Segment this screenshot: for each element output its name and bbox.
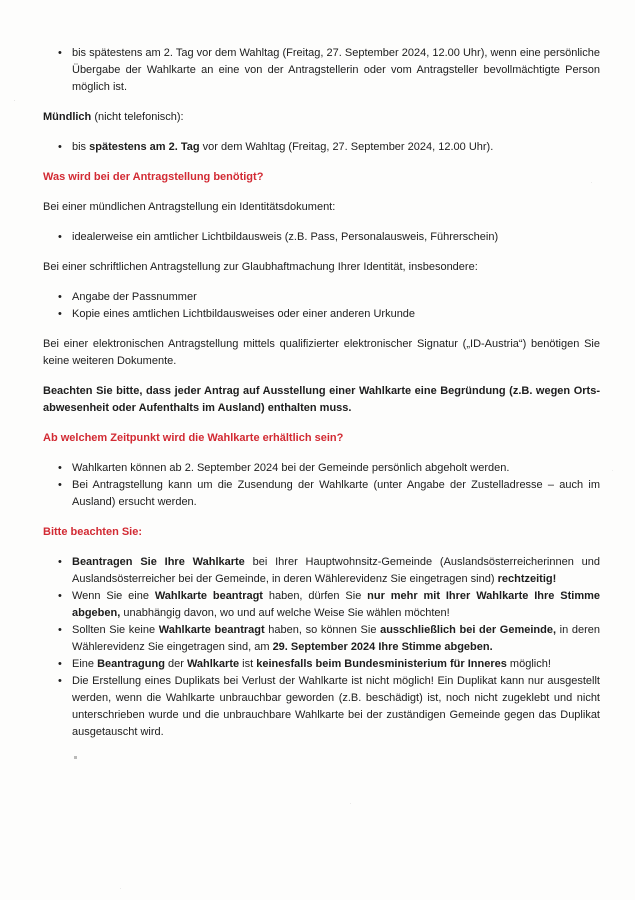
text-run: Sollten Sie keine bbox=[72, 624, 159, 636]
text-run: bis bbox=[72, 141, 90, 153]
text-run: Die Erstellung eines Duplikats bei Verlust der Wahlkarte ist nicht möglich! Ein Duplikat kann nur ausgestellt werden, wenn die Wahlkarte unbrauchbar geworden (z.B. beschädigt) ist, noch nicht zugeklebt und nicht unterschrieben wurde und die unbrauchbare Wahlkarte bei der zuständigen Gemeinde gegen das Duplikat ausgetauscht wird. bbox=[72, 675, 600, 738]
paragraph bbox=[43, 259, 600, 276]
bullet-list bbox=[43, 139, 600, 156]
bullet-item bbox=[43, 45, 600, 96]
text-run: Kopie eines amtlichen Lichtbildausweises oder einer anderen Urkunde bbox=[72, 308, 416, 320]
bullet-list bbox=[43, 45, 600, 96]
bullet-list bbox=[43, 460, 600, 511]
text-run: in deren Wählerevidenz Sie eingetragen sind, am bbox=[72, 624, 601, 653]
paragraph bbox=[43, 336, 600, 370]
bold-text-run: ausschließlich bei der Gemeinde, bbox=[380, 624, 557, 636]
text-run: (nicht telefonisch): bbox=[91, 111, 184, 123]
text-run: bis spätestens am 2. Tag vor dem Wahltag (Freitag, 27. September 2024, 12.00 Uhr), wenn eine persönliche Übergabe der Wahlkarte an eine von der Antragstellerin oder vom Antragsteller bevollmächtigte Person möglich ist. bbox=[72, 47, 600, 93]
text-run: vor dem Wahltag (Freitag, 27. September 2024, 12.00 Uhr). bbox=[199, 141, 494, 153]
text-run: Wahlkarten können ab 2. September 2024 bei der Gemeinde persönlich abgeholt werden. bbox=[72, 462, 510, 474]
bullet-item bbox=[43, 554, 600, 588]
bullet-item bbox=[43, 289, 600, 306]
text-run: bei Ihrer Hauptwohnsitz-Gemeinde (Auslandsösterreicherinnen und Auslandsösterreicher bei der Gemeinde, in deren Wählerevidenz Sie eingetragen sind) bbox=[72, 556, 600, 585]
text-run: der bbox=[164, 658, 187, 670]
text-run: Bei einer schriftlichen Antragstellung zur Glaubhaftmachung Ihrer Identität, insbesondere: bbox=[43, 261, 478, 273]
bullet-list bbox=[43, 229, 600, 246]
bold-text-run: 29. September 2024 Ihre Stimme abgeben. bbox=[272, 641, 493, 653]
bold-text-run: nur mehr mit Ihrer Wahlkarte Ihre Stimme abgeben, bbox=[72, 590, 600, 619]
text-run: möglich! bbox=[506, 658, 551, 670]
section-heading: Was wird bei der Antragstellung benötigt? bbox=[43, 171, 264, 183]
bold-text-run: Beantragen Sie Ihre Wahlkarte bbox=[72, 556, 245, 568]
bold-text-run: Wahlkarte beantragt bbox=[154, 590, 263, 602]
bullet-item bbox=[43, 673, 600, 741]
bold-text-run: rechtzeitig! bbox=[497, 573, 557, 585]
bullet-list bbox=[43, 554, 600, 741]
bold-text-run: keinesfalls beim Bundesministerium für Inneres bbox=[256, 658, 507, 670]
bullet-item bbox=[43, 622, 600, 656]
text-run: unabhängig davon, wo und auf welche Weise Sie wählen möchten! bbox=[120, 607, 450, 619]
bold-text-run: Beantragung bbox=[97, 658, 165, 670]
bullet-item bbox=[43, 477, 600, 511]
document-content bbox=[43, 45, 600, 754]
text-run: Wenn Sie eine bbox=[72, 590, 155, 602]
text-run: Eine bbox=[72, 658, 98, 670]
bold-text-run: Wahlkarte beantragt bbox=[158, 624, 265, 636]
bullet-list bbox=[43, 289, 600, 323]
text-run: Bei einer elektronischen Antragstellung mittels qualifizierter elektronischer Signatur („ID-Austria“) benötigen Sie keine weiteren Dokumente. bbox=[43, 338, 600, 367]
scan-noise bbox=[0, 0, 1, 1]
bold-text-run: spätestens am 2. Tag bbox=[89, 141, 200, 153]
bullet-item bbox=[43, 229, 600, 246]
section-heading: Ab welchem Zeitpunkt wird die Wahlkarte erhältlich sein? bbox=[43, 432, 344, 444]
bullet-item bbox=[43, 306, 600, 323]
text-run: ist bbox=[239, 658, 257, 670]
bold-text-run: Wahlkarte bbox=[186, 658, 240, 670]
section-heading: Bitte beachten Sie: bbox=[43, 526, 143, 538]
bullet-item bbox=[43, 460, 600, 477]
text-run: Bei einer mündlichen Antragstellung ein Identitätsdokument: bbox=[43, 201, 336, 213]
paragraph bbox=[43, 199, 600, 216]
paragraph bbox=[43, 383, 600, 417]
text-run: Bei Antragstellung kann um die Zusendung der Wahlkarte (unter Angabe der Zustelladresse – auch im Ausland) ersucht werden. bbox=[72, 479, 600, 508]
paragraph bbox=[43, 109, 600, 126]
bold-text-run: Beachten Sie bitte, dass jeder Antrag auf Ausstellung einer Wahlkarte eine Begründung (z.B. wegen Ortsabwesenheit oder Aufenthalts im Ausland) enthalten muss. bbox=[43, 385, 600, 414]
bullet-item bbox=[43, 139, 600, 156]
bullet-item bbox=[43, 656, 600, 673]
text-run: haben, so können Sie bbox=[264, 624, 381, 636]
text-run: idealerweise ein amtlicher Lichtbildausweis (z.B. Pass, Personalausweis, Führerschein) bbox=[72, 231, 499, 243]
bold-text-run: Mündlich bbox=[43, 111, 92, 123]
text-run: haben, dürfen Sie bbox=[262, 590, 368, 602]
bullet-item bbox=[43, 588, 600, 622]
text-run: Angabe der Passnummer bbox=[72, 291, 197, 303]
